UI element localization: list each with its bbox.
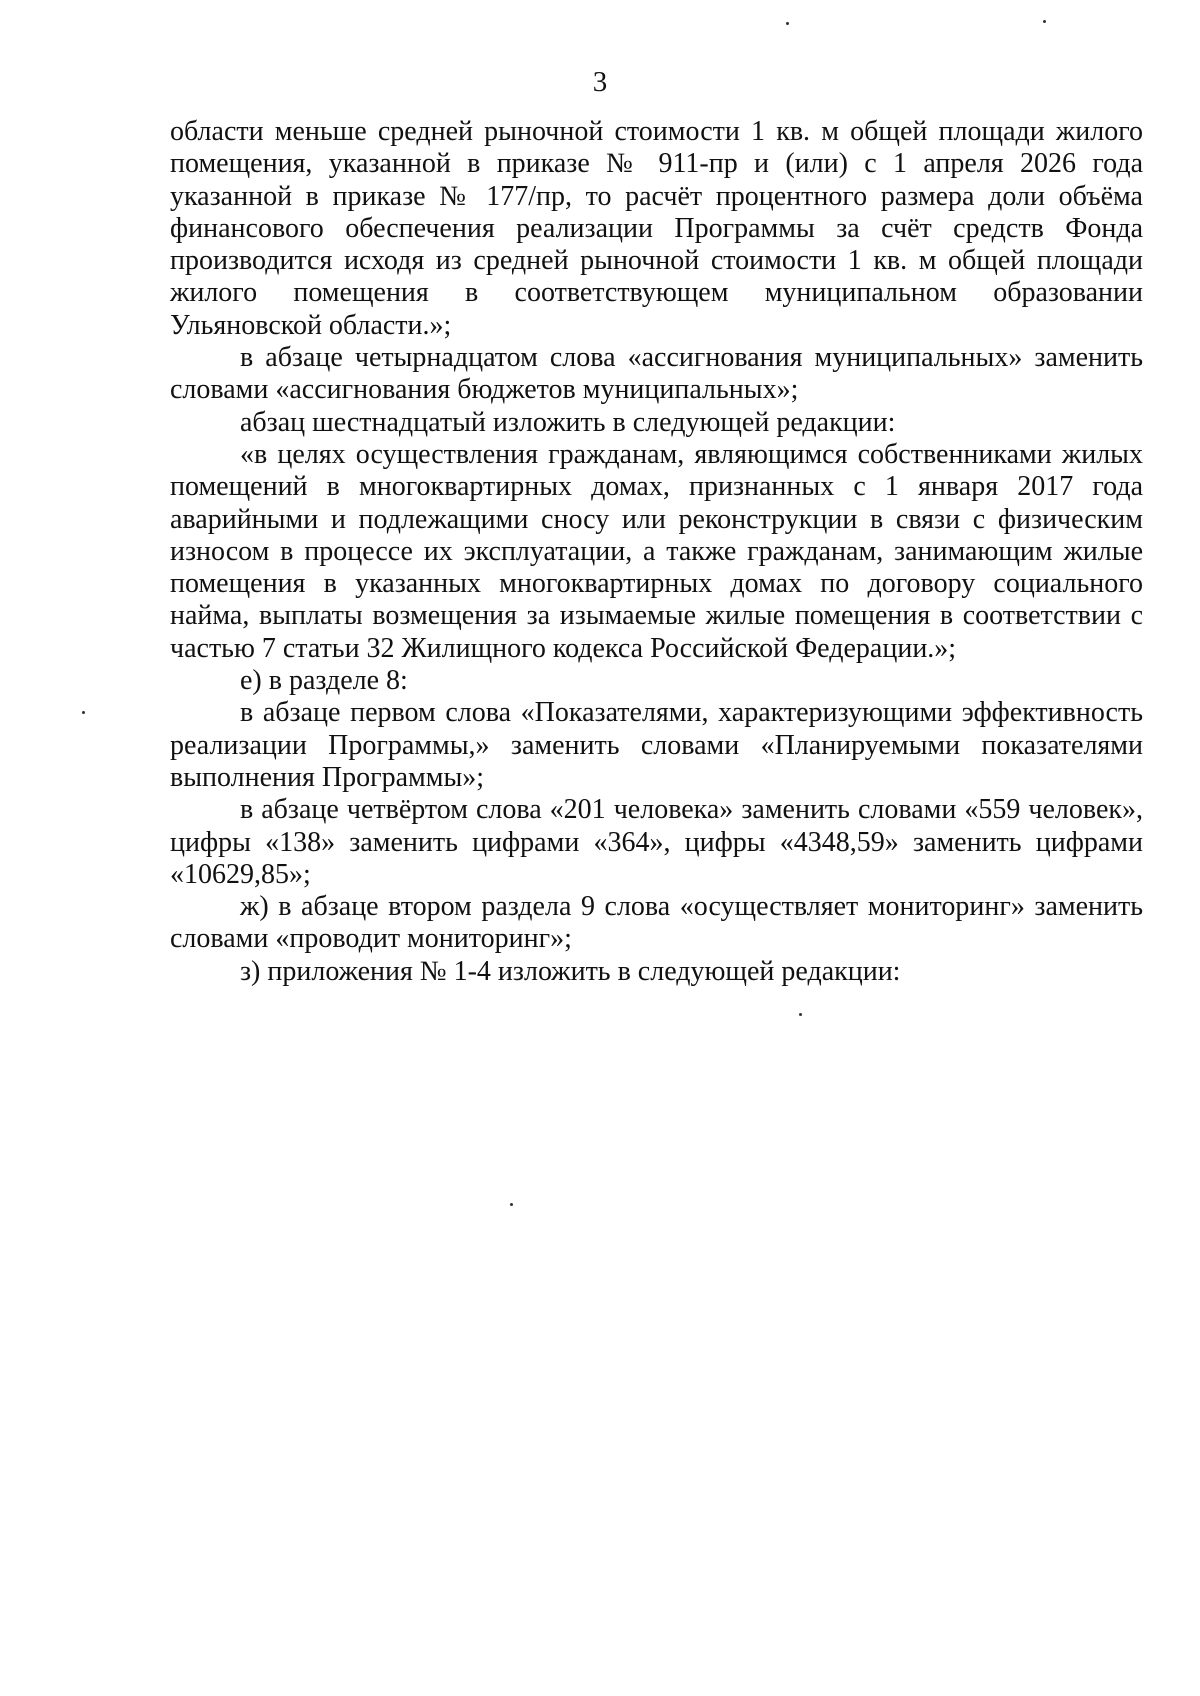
document-body xyxy=(170,116,1143,988)
paragraph-amendment-abzac-14: в абзаце четырнадцатом слова «ассигнования муниципальных» заменить словами «ассигнования бюджетов муниципальных»; xyxy=(170,342,1143,406)
paragraph-new-wording: «в целях осуществления гражданам, являющимся собственниками жилых помещений в многоквартирных домах, признанных с 1 января 2017 года аварийными и подлежащими сносу или реконструкции в связи с физическим износом в процессе их эксплуатации, а также гражданам, занимающим жилые помещения в указанных многоквартирных домах по договору социального найма, выплаты возмещения за изымаемые жилые помещения в соответствии с частью 7 статьи 32 Жилищного кодекса Российской Федерации.»; xyxy=(170,438,1143,664)
paragraph-section-9: ж) в абзаце втором раздела 9 слова «осуществляет мониторинг» заменить словами «проводит мониторинг»; xyxy=(170,891,1143,955)
scan-speck xyxy=(799,1013,802,1016)
paragraph-continuation: области меньше средней рыночной стоимости 1 кв. м общей площади жилого помещения, указанной в приказе № 911-пр и (или) с 1 апреля 2026 года указанной в приказе № 177/пр, то расчёт процентного размера доли объёма финансового обеспечения реализации Программы за счёт средств Фонда производится исходя из средней рыночной стоимости 1 кв. м общей площади жилого помещения в соответствующем муниципальном образовании Ульяновской области.»; xyxy=(170,116,1143,341)
paragraph-section-8: е) в разделе 8: xyxy=(240,665,408,697)
scan-speck xyxy=(1043,20,1046,23)
paragraph-section-8-abzac-4: в абзаце четвёртом слова «201 человека» заменить словами «559 человек», цифры «138» заменить цифрами «364», цифры «4348,59» заменить цифрами «10629,85»; xyxy=(170,794,1143,890)
paragraph-section-8-abzac-1: в абзаце первом слова «Показателями, характеризующими эффективность реализации Программы,» заменить словами «Планируемыми показателями выполнения Программы»; xyxy=(170,697,1143,793)
scan-speck xyxy=(510,1203,513,1206)
scan-speck xyxy=(786,22,789,25)
paragraph-appendices: з) приложения № 1-4 изложить в следующей редакции: xyxy=(240,955,901,987)
paragraph-amendment-abzac-16: абзац шестнадцатый изложить в следующей редакции: xyxy=(240,406,896,438)
scan-speck xyxy=(82,711,85,714)
page-number: 3 xyxy=(592,66,608,98)
